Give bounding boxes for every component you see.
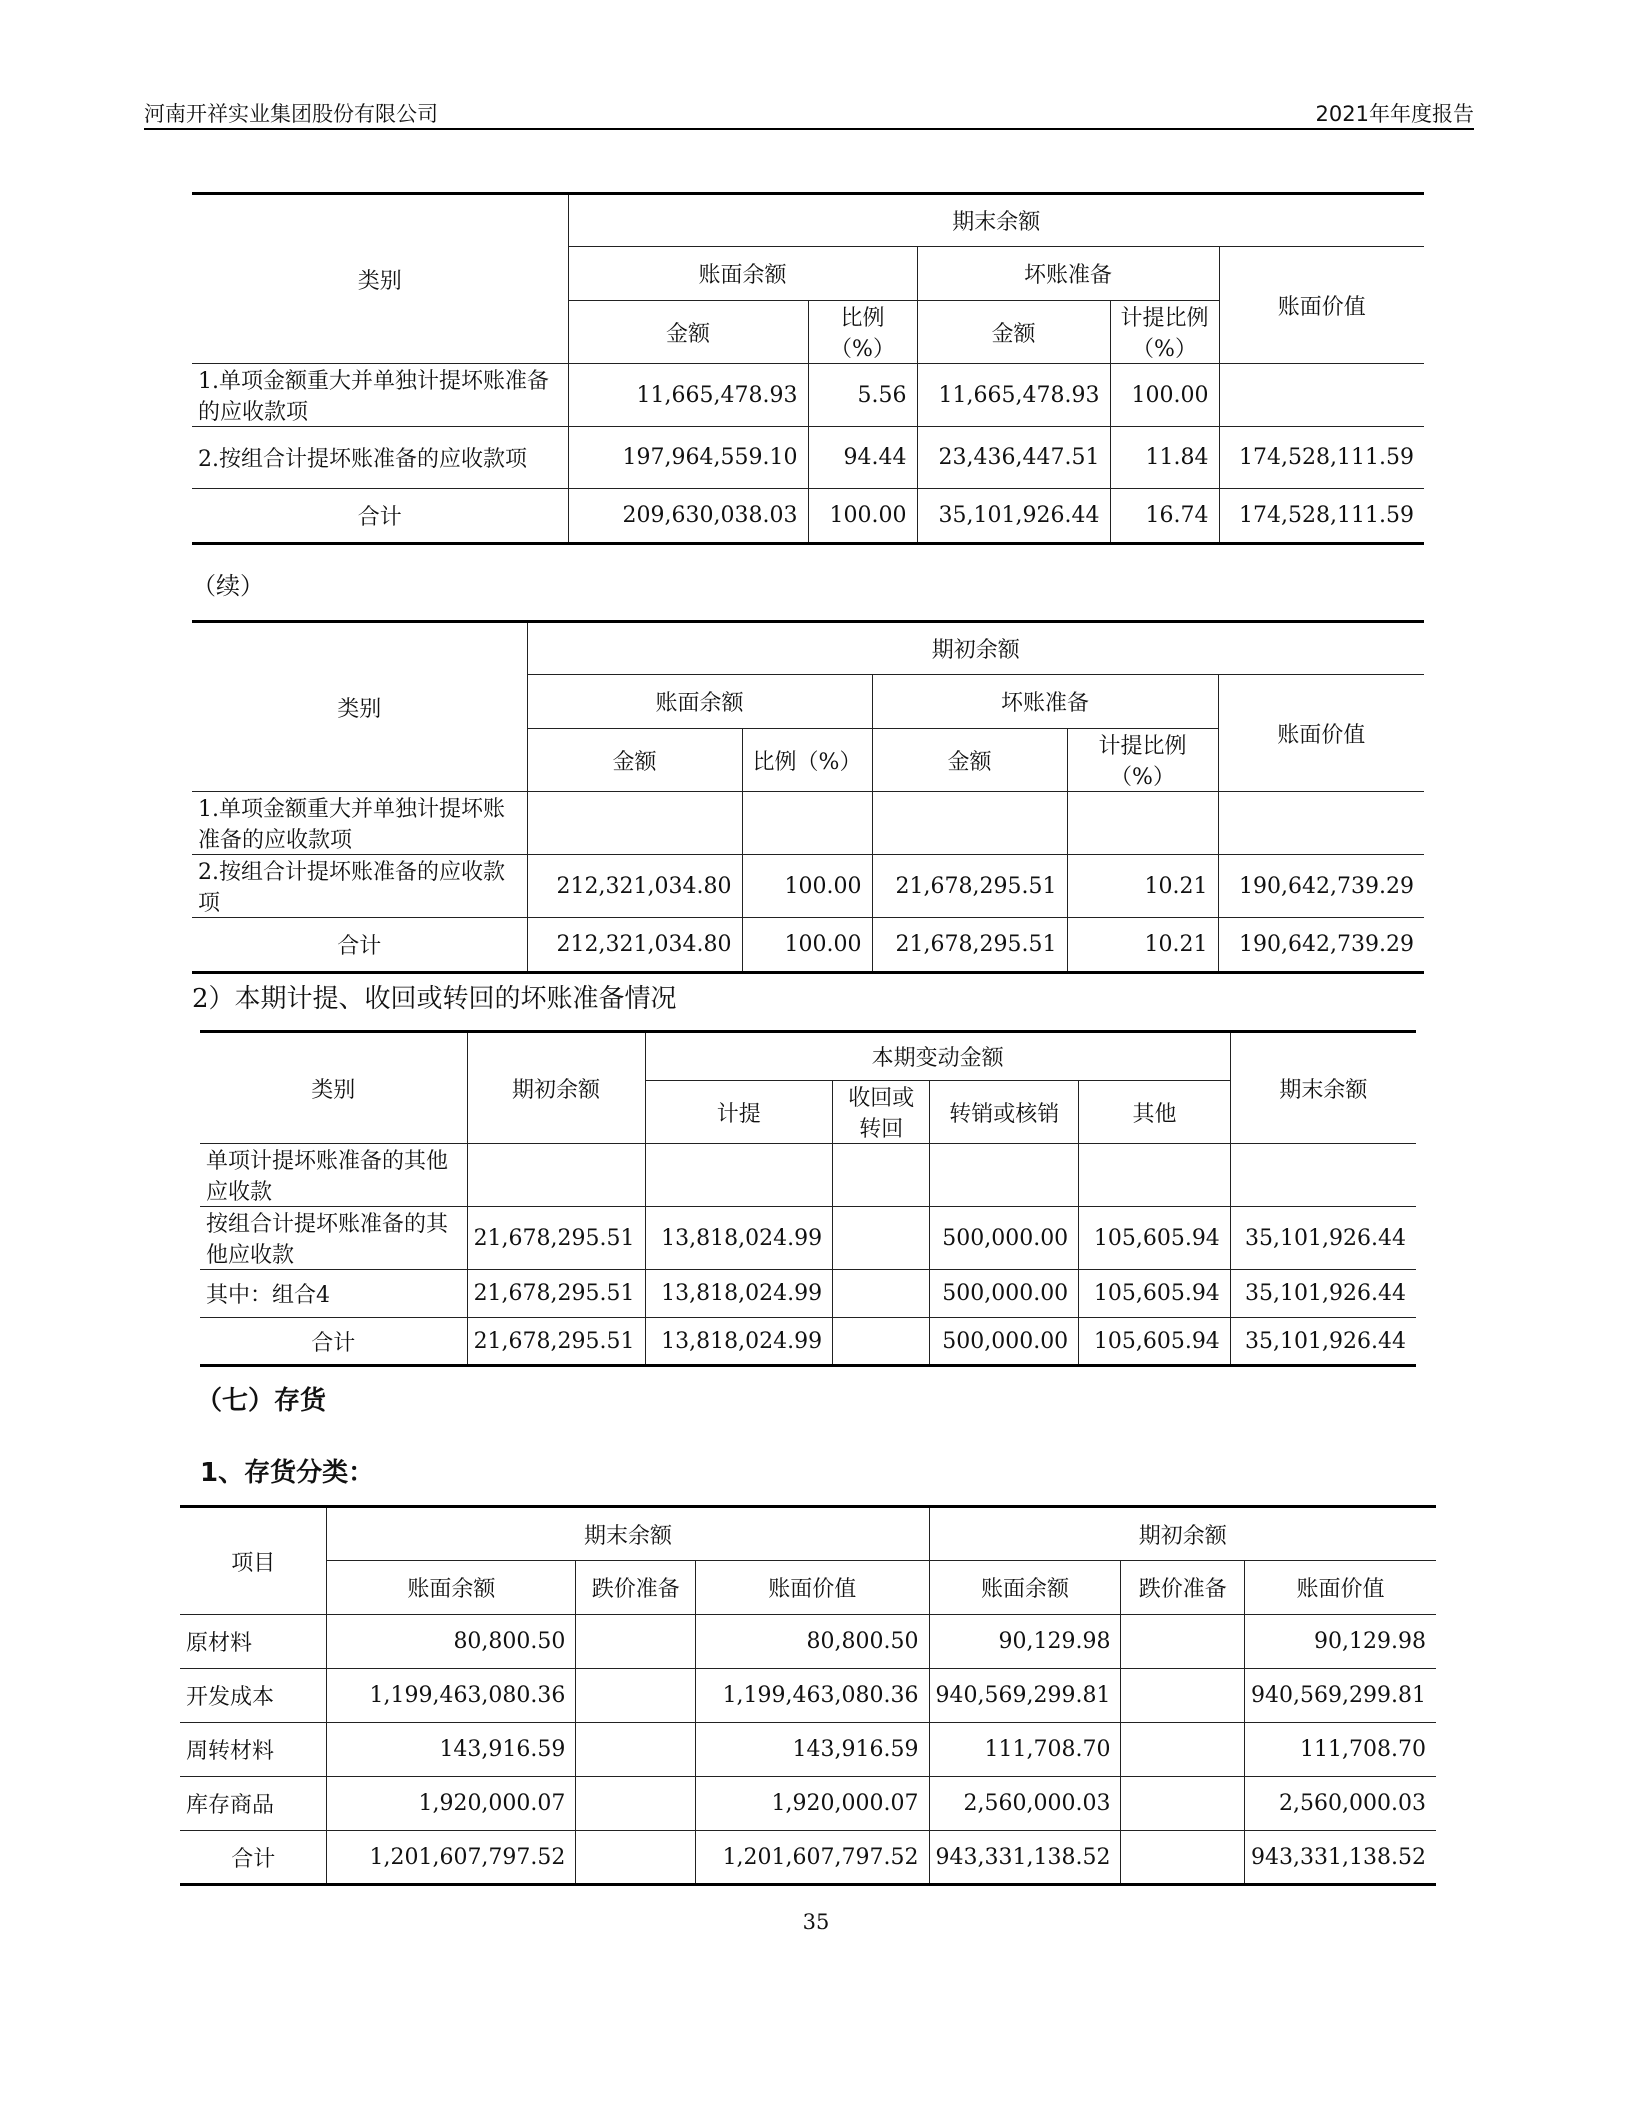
h-writeoff: 转销或核销	[930, 1081, 1079, 1144]
h-category: 类别	[200, 1032, 467, 1144]
company-name: 河南开祥实业集团股份有限公司	[144, 102, 438, 126]
h-prov-ratio: 计提比例（%）	[1110, 301, 1219, 364]
table-row: 合计 21,678,295.51 13,818,024.99 500,000.00 105,605.94 35,101,926.44	[200, 1318, 1416, 1366]
h-prov-ratio: 计提比例（%）	[1067, 729, 1218, 792]
h-period: 期末余额	[568, 194, 1424, 247]
h-recover: 收回或转回	[833, 1081, 930, 1144]
table-row: 原材料 80,800.50 80,800.50 90,129.98 90,129.98	[180, 1615, 1436, 1669]
h-begin: 期初余额	[929, 1507, 1436, 1561]
h-end: 期末余额	[327, 1507, 929, 1561]
h-ratio: 比例（%）	[742, 729, 872, 792]
section-title-inventory-classification: 1、存货分类：	[200, 1458, 375, 1488]
bad-debt-begin-table	[192, 620, 1424, 974]
section-title-inventory: （七）存货	[196, 1386, 327, 1416]
report-title: 2021年年度报告	[1315, 102, 1474, 126]
h-book-balance: 账面余额	[568, 247, 917, 301]
table-row: 2.按组合计提坏账准备的应收款项 197,964,559.10 94.44 23,436,447.51 11.84 174,528,111.59	[192, 427, 1424, 489]
continued-label: （续）	[192, 572, 264, 600]
table-row: 合计 209,630,038.03 100.00 35,101,926.44 16.74 174,528,111.59	[192, 489, 1424, 544]
h-amount: 金额	[568, 301, 808, 364]
table-row: 合计 1,201,607,797.52 1,201,607,797.52 943,331,138.52 943,331,138.52	[180, 1831, 1436, 1885]
h-book-value: 账面价值	[1218, 675, 1424, 792]
h-amount: 金额	[527, 729, 742, 792]
table-row: 单项计提坏账准备的其他应收款	[200, 1144, 1416, 1207]
inventory-table	[180, 1505, 1436, 1886]
h-category: 类别	[192, 194, 568, 364]
h-impair: 跌价准备	[1121, 1561, 1245, 1615]
table-row: 周转材料 143,916.59 143,916.59 111,708.70 111,708.70	[180, 1723, 1436, 1777]
h-impair: 跌价准备	[576, 1561, 696, 1615]
table-row: 合计 212,321,034.80 100.00 21,678,295.51 10.21 190,642,739.29	[192, 918, 1424, 973]
h-other: 其他	[1079, 1081, 1231, 1144]
h-book-value: 账面价值	[696, 1561, 929, 1615]
subsection-title: 2）本期计提、收回或转回的坏账准备情况	[192, 984, 677, 1014]
h-ratio: 比例（%）	[808, 301, 917, 364]
table-row: 其中：组合4 21,678,295.51 13,818,024.99 500,000.00 105,605.94 35,101,926.44	[200, 1270, 1416, 1318]
h-book-balance: 账面余额	[527, 675, 872, 729]
table-row: 1.单项金额重大并单独计提坏账准备的应收款项	[192, 792, 1424, 855]
table-row: 库存商品 1,920,000.07 1,920,000.07 2,560,000.03 2,560,000.03	[180, 1777, 1436, 1831]
h-end: 期末余额	[1230, 1032, 1416, 1144]
h-change: 本期变动金额	[645, 1032, 1230, 1081]
h-book-value: 账面价值	[1245, 1561, 1436, 1615]
table-row: 2.按组合计提坏账准备的应收款项 212,321,034.80 100.00 21,678,295.51 10.21 190,642,739.29	[192, 855, 1424, 918]
h-item: 项目	[180, 1507, 327, 1615]
page-header	[144, 92, 1474, 130]
table-row: 按组合计提坏账准备的其他应收款 21,678,295.51 13,818,024.99 500,000.00 105,605.94 35,101,926.44	[200, 1207, 1416, 1270]
h-book-balance: 账面余额	[929, 1561, 1121, 1615]
page-number: 35	[802, 1910, 830, 1934]
h-bad-debt: 坏账准备	[917, 247, 1219, 301]
h-amount: 金额	[917, 301, 1110, 364]
h-amount: 金额	[872, 729, 1067, 792]
h-provision: 计提	[645, 1081, 833, 1144]
table-row: 开发成本 1,199,463,080.36 1,199,463,080.36 940,569,299.81 940,569,299.81	[180, 1669, 1436, 1723]
h-book-balance: 账面余额	[327, 1561, 576, 1615]
h-bad-debt: 坏账准备	[872, 675, 1218, 729]
h-category: 类别	[192, 622, 527, 792]
bad-debt-end-table	[192, 192, 1424, 545]
h-book-value: 账面价值	[1219, 247, 1424, 364]
h-period: 期初余额	[527, 622, 1424, 675]
bad-debt-change-table	[200, 1030, 1416, 1367]
h-begin: 期初余额	[467, 1032, 645, 1144]
table-row: 1.单项金额重大并单独计提坏账准备的应收款项 11,665,478.93 5.56 11,665,478.93 100.00	[192, 364, 1424, 427]
